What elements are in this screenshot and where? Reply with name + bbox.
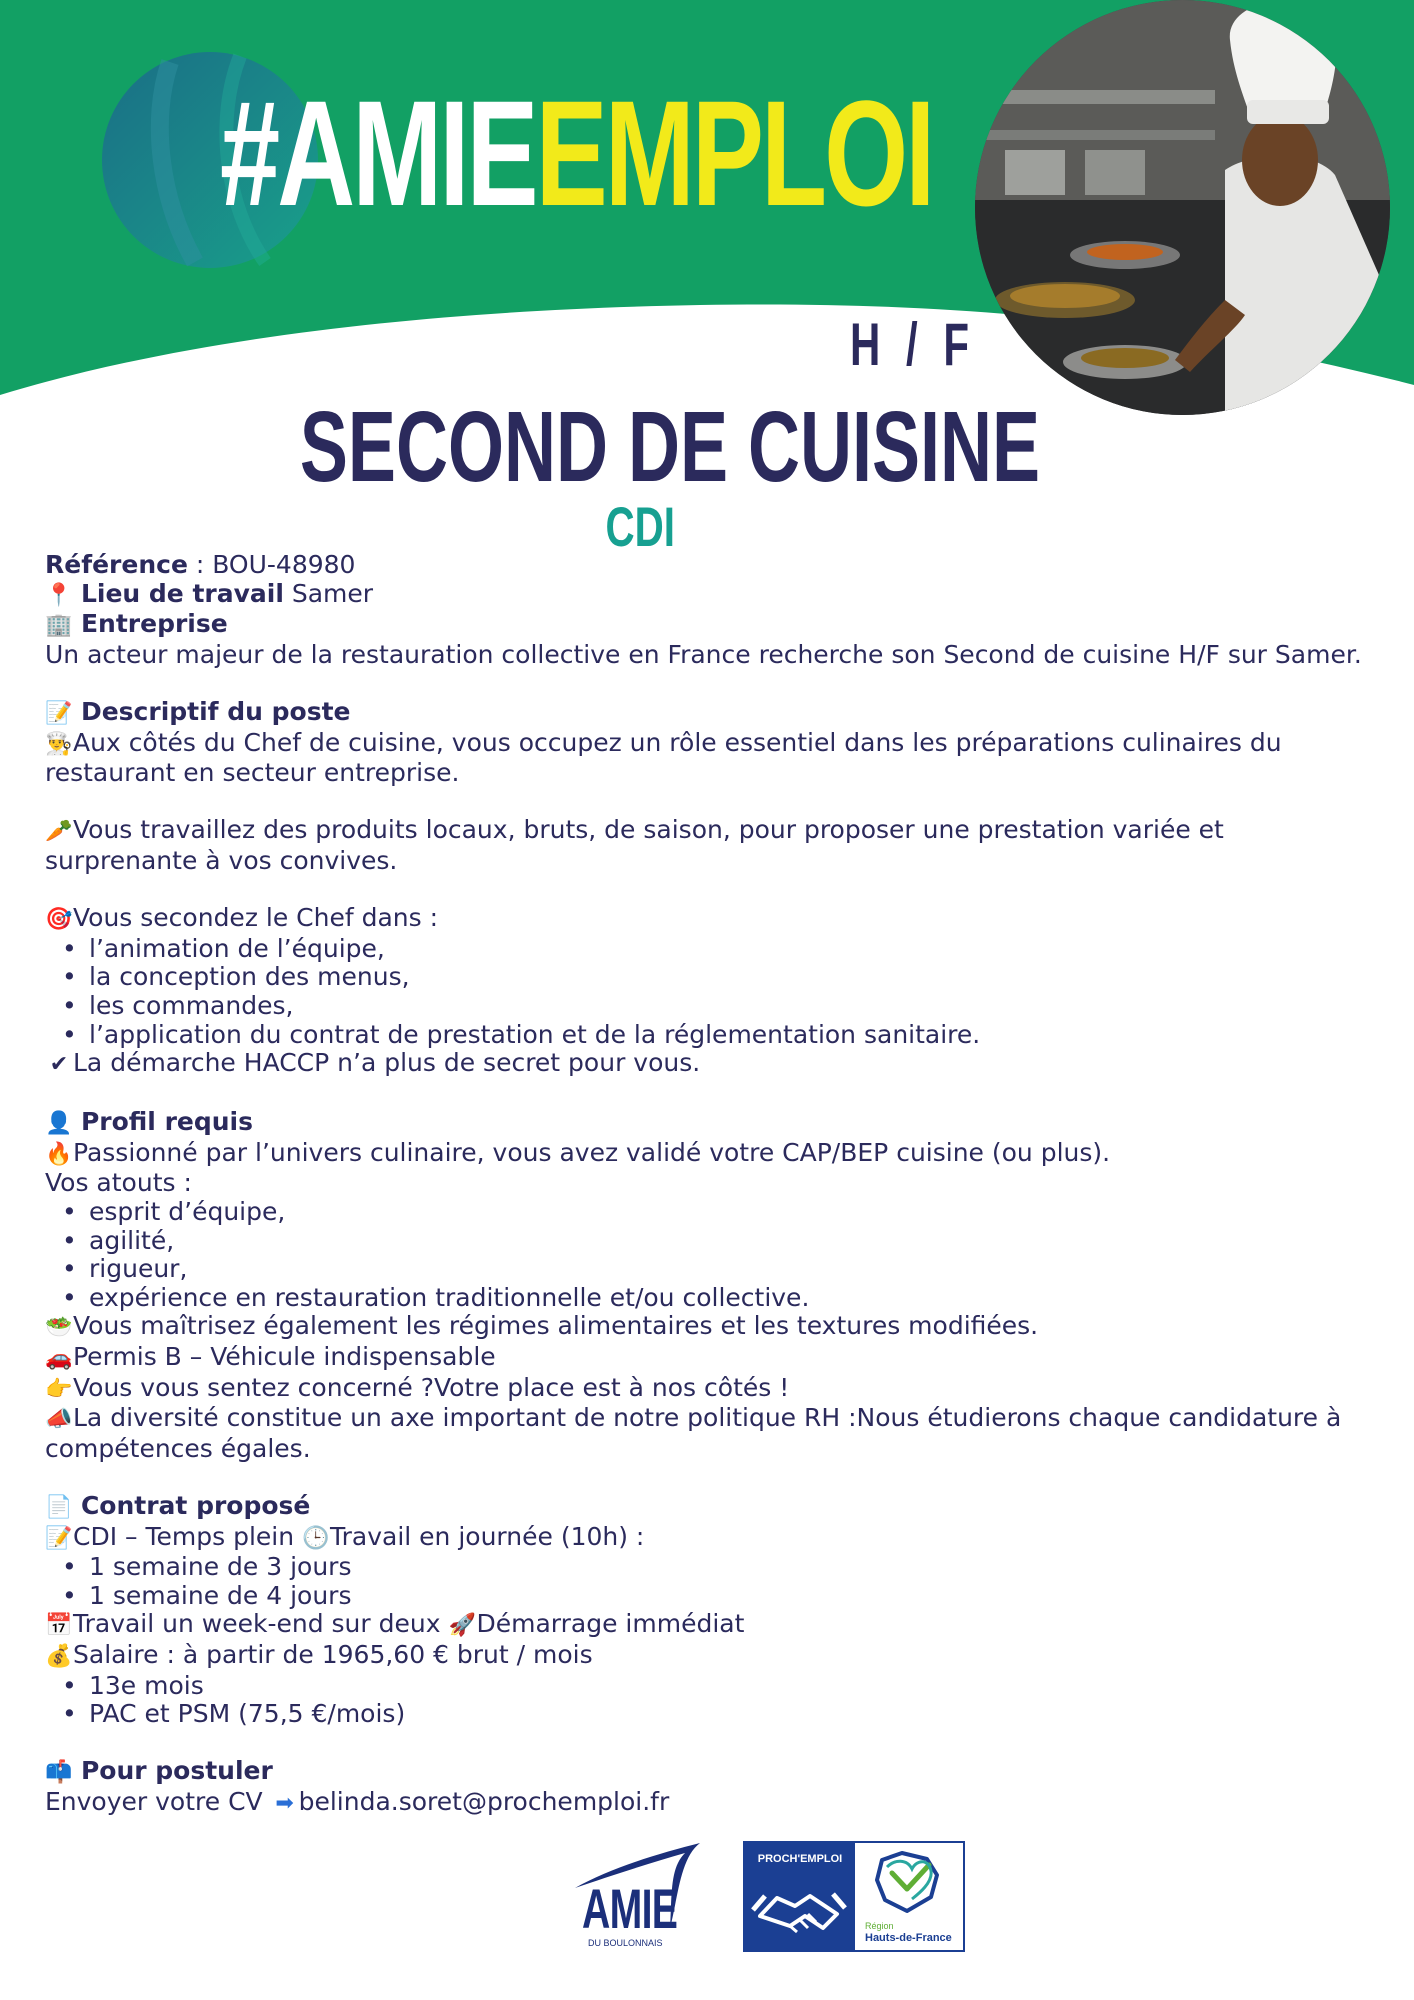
gender-label: H / F bbox=[850, 311, 976, 378]
job-title: SECOND DE CUISINE bbox=[299, 391, 1041, 503]
haccp-line bbox=[45, 1049, 1375, 1080]
check-icon: ✔ bbox=[49, 1052, 69, 1078]
pin-icon: 📍 bbox=[45, 582, 73, 608]
list-item: • 13e mois bbox=[89, 1672, 1375, 1701]
apply-heading: Pour postuler bbox=[80, 1756, 273, 1786]
hashtag-yellow-part: EMPLOI bbox=[535, 69, 933, 237]
weekend-line bbox=[45, 1610, 1375, 1641]
contract-heading-line bbox=[45, 1492, 1375, 1523]
arrow-right-icon: ➡ bbox=[275, 1790, 294, 1816]
license-text: Permis B – Véhicule indispensable bbox=[73, 1342, 496, 1372]
description-p1: Aux côtés du Chef de cuisine, vous occupez un rôle essentiel dans les préparations culinaires du restaurant en secteur entreprise. bbox=[45, 727, 1282, 788]
memo-icon: 📝 bbox=[45, 1525, 73, 1551]
concerned-line bbox=[45, 1374, 1375, 1405]
amie-name: AMIE bbox=[582, 1877, 678, 1940]
reference-value: : BOU-48980 bbox=[187, 550, 356, 579]
fire-icon: 🔥 bbox=[45, 1141, 73, 1167]
location-label: Lieu de travail bbox=[80, 578, 284, 608]
apply-heading-line bbox=[45, 1757, 1375, 1788]
proch-emploi-panel bbox=[745, 1843, 855, 1950]
list-item: • 1 semaine de 3 jours bbox=[89, 1553, 1375, 1582]
haccp-text: La démarche HACCP n’a plus de secret pour vous. bbox=[73, 1048, 701, 1078]
assets-intro: Vos atouts : bbox=[45, 1168, 192, 1198]
diets-text: Vous maîtrisez également les régimes alimentaires et les textures modifiées. bbox=[73, 1311, 1039, 1341]
person-icon: 👤 bbox=[45, 1111, 73, 1137]
description-p1-line bbox=[45, 729, 1375, 788]
chef-icon: 👨‍🍳 bbox=[45, 731, 73, 757]
amie-subtitle: DU BOULONNAIS bbox=[588, 1938, 663, 1948]
megaphone-icon: 📣 bbox=[45, 1407, 73, 1433]
location-value: Samer bbox=[283, 578, 374, 608]
list-item: • l’application du contrat de prestation et de la réglementation sanitaire. bbox=[89, 1021, 1375, 1050]
car-icon: 🚗 bbox=[45, 1346, 73, 1372]
company-text: Un acteur majeur de la restauration collective en France recherche son Second de cuisine H/F sur Samer. bbox=[45, 639, 1362, 669]
salary-list bbox=[45, 1672, 1375, 1729]
location-line bbox=[45, 580, 1375, 611]
carrot-icon: 🥕 bbox=[45, 819, 73, 845]
second-intro-line bbox=[45, 904, 1375, 935]
assets-list bbox=[45, 1198, 1375, 1312]
profile-p1: Passionné par l’univers culinaire, vous avez validé votre CAP/BEP cuisine (ou plus). bbox=[73, 1137, 1111, 1167]
clock-icon: 🕒 bbox=[302, 1525, 330, 1551]
chef-photo bbox=[975, 0, 1390, 415]
hero-banner bbox=[0, 0, 1414, 420]
license-line bbox=[45, 1343, 1375, 1374]
handshake-icon bbox=[745, 1868, 855, 1948]
salary-text: Salaire : à partir de 1965,60 € brut / mois bbox=[73, 1639, 593, 1669]
calendar-icon: 📅 bbox=[45, 1613, 73, 1639]
start-text: Démarrage immédiat bbox=[476, 1609, 745, 1639]
region-name: Hauts-de-France bbox=[865, 1932, 952, 1944]
list-item: • agilité, bbox=[89, 1227, 1375, 1256]
description-p2: Vous travaillez des produits locaux, bruts, de saison, pour proposer une prestation variée et surprenante à vos convives. bbox=[45, 815, 1224, 875]
mailbox-icon: 📫 bbox=[45, 1760, 73, 1786]
salary-line bbox=[45, 1641, 1375, 1672]
second-intro: Vous secondez le Chef dans : bbox=[73, 903, 439, 933]
concerned-text: Vous vous sentez concerné ?Votre place est à nos côtés ! bbox=[73, 1372, 790, 1402]
diets-line bbox=[45, 1312, 1375, 1343]
building-icon: 🏢 bbox=[45, 613, 73, 639]
partner-logos bbox=[570, 1838, 965, 1953]
profile-p1-line bbox=[45, 1139, 1375, 1170]
list-item: • esprit d’équipe, bbox=[89, 1198, 1375, 1227]
second-list bbox=[45, 935, 1375, 1049]
job-offer-body bbox=[45, 551, 1375, 1819]
apply-email[interactable]: belinda.soret@prochemploi.fr bbox=[298, 1786, 670, 1816]
diversity-line bbox=[45, 1404, 1375, 1463]
list-item: • la conception des menus, bbox=[89, 963, 1375, 992]
reference-line bbox=[45, 551, 1375, 580]
chef-illustration bbox=[975, 0, 1390, 415]
list-item: • 1 semaine de 4 jours bbox=[89, 1582, 1375, 1611]
contract-line bbox=[45, 1523, 1375, 1554]
document-icon: 📄 bbox=[45, 1495, 73, 1520]
proch-emploi-logo bbox=[743, 1841, 965, 1952]
contract-heading: Contrat proposé bbox=[80, 1491, 311, 1520]
pointing-hand-icon: 👉 bbox=[45, 1376, 73, 1402]
contract-type-text: CDI – Temps plein bbox=[73, 1521, 295, 1551]
profile-heading-line bbox=[45, 1108, 1375, 1139]
money-bag-icon: 💰 bbox=[45, 1643, 73, 1669]
list-item: • rigueur, bbox=[89, 1255, 1375, 1284]
schedule-list bbox=[45, 1553, 1375, 1610]
company-label: Entreprise bbox=[80, 609, 228, 639]
memo-icon: 📝 bbox=[45, 700, 73, 726]
salad-icon: 🥗 bbox=[45, 1315, 73, 1341]
description-heading: Descriptif du poste bbox=[80, 696, 351, 726]
contract-hours-text: Travail en journée (10h) : bbox=[330, 1521, 645, 1551]
rocket-icon: 🚀 bbox=[448, 1613, 477, 1639]
region-map-icon bbox=[857, 1845, 957, 1925]
target-icon: 🎯 bbox=[45, 907, 73, 933]
brand-hashtag bbox=[220, 69, 933, 237]
contract-type: CDI bbox=[605, 495, 675, 558]
apply-text: Envoyer votre CV bbox=[45, 1786, 263, 1816]
list-item: • PAC et PSM (75,5 €/mois) bbox=[89, 1700, 1375, 1729]
hashtag-white-part: #AMIE bbox=[220, 69, 536, 237]
proch-emploi-name: PROCH'EMPLOI bbox=[757, 1853, 843, 1865]
amie-logo bbox=[570, 1838, 705, 1953]
weekend-text: Travail un week-end sur deux bbox=[73, 1609, 441, 1639]
list-item: • l’animation de l’équipe, bbox=[89, 935, 1375, 964]
list-item: • expérience en restauration traditionnelle et/ou collective. bbox=[89, 1284, 1375, 1313]
diversity-text: La diversité constitue un axe important de notre politique RH :Nous étudierons chaque candidature à compétences égales. bbox=[45, 1403, 1342, 1463]
reference-label: Référence bbox=[45, 550, 188, 579]
company-line bbox=[45, 610, 1375, 641]
description-heading-line bbox=[45, 698, 1375, 729]
description-p2-line bbox=[45, 816, 1375, 875]
profile-heading: Profil requis bbox=[80, 1107, 254, 1137]
list-item: • les commandes, bbox=[89, 992, 1375, 1021]
region-small-label: Région bbox=[865, 1921, 894, 1931]
apply-line bbox=[45, 1788, 1375, 1819]
